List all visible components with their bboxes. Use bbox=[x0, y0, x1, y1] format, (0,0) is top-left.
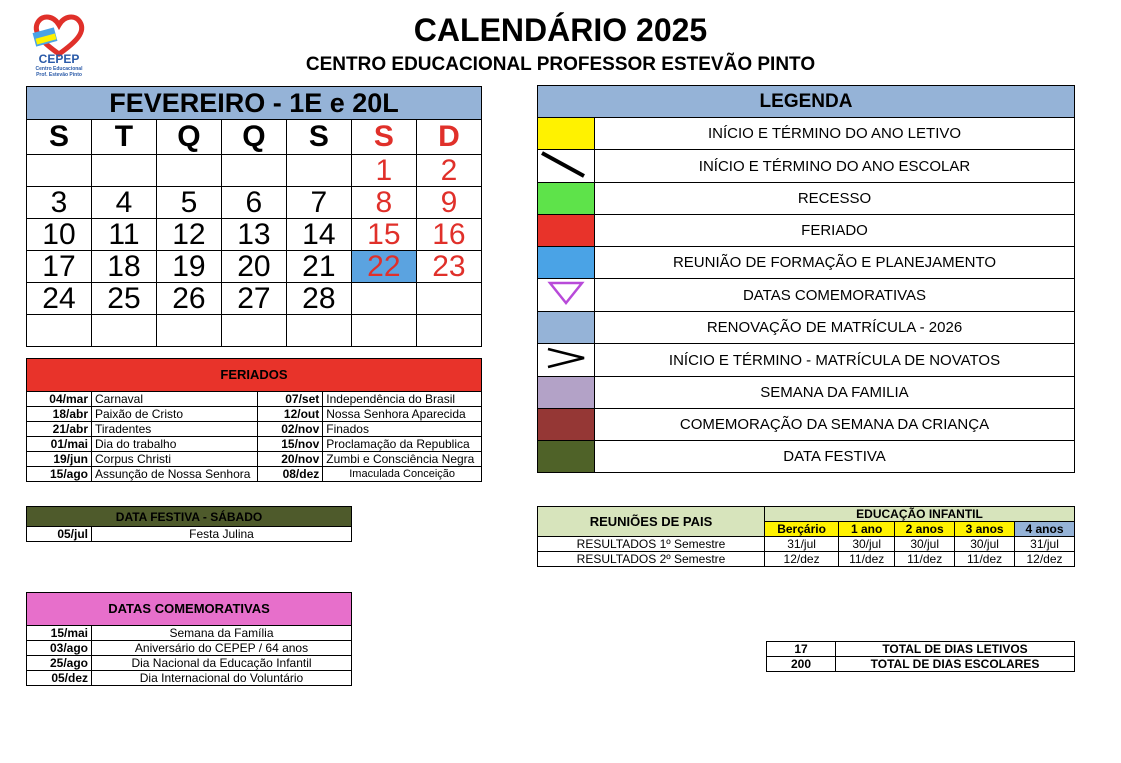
calendar-day-cell: 27 bbox=[221, 283, 286, 315]
legend-label: INÍCIO E TÉRMINO - MATRÍCULA DE NOVATOS bbox=[595, 344, 1075, 377]
total-row bbox=[767, 657, 1075, 672]
holidays-title: FERIADOS bbox=[27, 359, 482, 392]
logo-subtext-2: Prof. Estevão Pinto bbox=[36, 72, 82, 78]
commemorative-date-name: Dia Internacional do Voluntário bbox=[92, 671, 352, 686]
holiday-name: Nossa Senhora Aparecida bbox=[323, 407, 482, 422]
meeting-label: RESULTADOS 1º Semestre bbox=[538, 537, 765, 552]
calendar-day-cell bbox=[156, 315, 221, 347]
greater-than-icon bbox=[538, 344, 595, 377]
totals-table bbox=[766, 641, 1075, 672]
calendar-day-cell: 17 bbox=[27, 251, 92, 283]
commemorative-date: 03/ago bbox=[27, 641, 92, 656]
weekday-header: T bbox=[91, 120, 156, 155]
calendar-day-cell bbox=[416, 315, 481, 347]
calendar-day-cell: 21 bbox=[286, 251, 351, 283]
legend-row bbox=[538, 118, 1075, 150]
calendar-day-cell bbox=[416, 283, 481, 315]
holiday-name: Imaculada Conceição bbox=[323, 467, 482, 482]
page-title: CALENDÁRIO 2025 bbox=[413, 12, 708, 48]
calendar-week-row bbox=[27, 283, 482, 315]
diagonal-line-icon bbox=[538, 150, 595, 183]
holiday-date: 20/nov bbox=[258, 452, 323, 467]
festive-date-row bbox=[27, 527, 352, 542]
calendar-day-cell: 19 bbox=[156, 251, 221, 283]
calendar-day-cell: 23 bbox=[416, 251, 481, 283]
meeting-date: 11/dez bbox=[955, 552, 1015, 567]
legend-label: FERIADO bbox=[595, 215, 1075, 247]
light-blue-swatch bbox=[538, 312, 595, 344]
calendar-day-cell bbox=[221, 155, 286, 187]
meeting-date: 11/dez bbox=[839, 552, 895, 567]
calendar-day-cell bbox=[351, 315, 416, 347]
commemorative-date-name: Aniversário do CEPEP / 64 anos bbox=[92, 641, 352, 656]
holiday-date: 15/ago bbox=[27, 467, 92, 482]
logo-subtext-1: Centro Educacional bbox=[35, 66, 83, 72]
age-group-header: 1 ano bbox=[839, 522, 895, 537]
yellow-swatch bbox=[538, 118, 595, 150]
age-group-header: Berçário bbox=[765, 522, 839, 537]
calendar-day-cell: 11 bbox=[91, 219, 156, 251]
calendar-day-cell bbox=[156, 155, 221, 187]
meeting-label: RESULTADOS 2º Semestre bbox=[538, 552, 765, 567]
legend-row bbox=[538, 409, 1075, 441]
legend-row bbox=[538, 150, 1075, 183]
holiday-date: 12/out bbox=[258, 407, 323, 422]
calendar-day-cell: 15 bbox=[351, 219, 416, 251]
legend-row bbox=[538, 312, 1075, 344]
month-title: FEVEREIRO - 1E e 20L bbox=[27, 87, 482, 120]
calendar-day-cell: 16 bbox=[416, 219, 481, 251]
holiday-name: Carnaval bbox=[92, 392, 258, 407]
calendar-day-cell: 26 bbox=[156, 283, 221, 315]
lilac-swatch bbox=[538, 377, 595, 409]
legend-label: RECESSO bbox=[595, 183, 1075, 215]
weekday-header: S bbox=[351, 120, 416, 155]
calendar-day-cell bbox=[351, 283, 416, 315]
early-education-header: EDUCAÇÃO INFANTIL bbox=[765, 507, 1075, 522]
commemorative-dates-title: DATAS COMEMORATIVAS bbox=[27, 593, 352, 626]
legend-label: DATAS COMEMORATIVAS bbox=[595, 279, 1075, 312]
festive-date-title: DATA FESTIVA - SÁBADO bbox=[27, 507, 352, 527]
calendar-day-cell bbox=[286, 315, 351, 347]
holiday-name: Paixão de Cristo bbox=[92, 407, 258, 422]
legend-title: LEGENDA bbox=[538, 86, 1075, 118]
weekday-header: Q bbox=[156, 120, 221, 155]
legend-label: INÍCIO E TÉRMINO DO ANO LETIVO bbox=[595, 118, 1075, 150]
total-label: TOTAL DE DIAS ESCOLARES bbox=[836, 657, 1075, 672]
holiday-row bbox=[27, 422, 482, 437]
meeting-date: 30/jul bbox=[955, 537, 1015, 552]
festive-date: 05/jul bbox=[27, 527, 92, 542]
legend-label: DATA FESTIVA bbox=[595, 441, 1075, 473]
holiday-date: 04/mar bbox=[27, 392, 92, 407]
calendar-day-cell: 14 bbox=[286, 219, 351, 251]
commemorative-date: 15/mai bbox=[27, 626, 92, 641]
holiday-name: Zumbi e Consciência Negra bbox=[323, 452, 482, 467]
calendar-day-cell bbox=[27, 155, 92, 187]
weekday-header: S bbox=[27, 120, 92, 155]
legend-label: INÍCIO E TÉRMINO DO ANO ESCOLAR bbox=[595, 150, 1075, 183]
total-row bbox=[767, 642, 1075, 657]
holiday-date: 19/jun bbox=[27, 452, 92, 467]
holiday-row bbox=[27, 467, 482, 482]
calendar-day-cell: 22 bbox=[351, 251, 416, 283]
holiday-name: Independência do Brasil bbox=[323, 392, 482, 407]
total-label: TOTAL DE DIAS LETIVOS bbox=[836, 642, 1075, 657]
commemorative-date-row bbox=[27, 671, 352, 686]
calendar-day-cell bbox=[91, 155, 156, 187]
legend-row bbox=[538, 377, 1075, 409]
calendar-day-cell: 6 bbox=[221, 187, 286, 219]
holiday-row bbox=[27, 452, 482, 467]
holiday-name: Proclamação da Republica bbox=[323, 437, 482, 452]
holiday-row bbox=[27, 437, 482, 452]
calendar-day-cell bbox=[221, 315, 286, 347]
total-value: 200 bbox=[767, 657, 836, 672]
calendar-week-row bbox=[27, 315, 482, 347]
dark-green-swatch bbox=[538, 441, 595, 473]
commemorative-date-name: Dia Nacional da Educação Infantil bbox=[92, 656, 352, 671]
holiday-row bbox=[27, 407, 482, 422]
meeting-date: 31/jul bbox=[765, 537, 839, 552]
holiday-date: 08/dez bbox=[258, 467, 323, 482]
holiday-date: 07/set bbox=[258, 392, 323, 407]
weekday-header-row bbox=[27, 120, 482, 155]
legend-label: REUNIÃO DE FORMAÇÃO E PLANEJAMENTO bbox=[595, 247, 1075, 279]
calendar-day-cell: 18 bbox=[91, 251, 156, 283]
holiday-name: Assunção de Nossa Senhora bbox=[92, 467, 258, 482]
blue-swatch bbox=[538, 247, 595, 279]
meeting-date: 31/jul bbox=[1015, 537, 1075, 552]
legend-row bbox=[538, 344, 1075, 377]
commemorative-date-name: Semana da Família bbox=[92, 626, 352, 641]
calendar-week-row bbox=[27, 251, 482, 283]
month-calendar bbox=[26, 86, 482, 347]
page-subtitle: CENTRO EDUCACIONAL PROFESSOR ESTEVÃO PINTO bbox=[305, 54, 816, 75]
commemorative-date: 05/dez bbox=[27, 671, 92, 686]
legend-row bbox=[538, 247, 1075, 279]
holiday-name: Dia do trabalho bbox=[92, 437, 258, 452]
calendar-day-cell bbox=[27, 315, 92, 347]
holiday-date: 02/nov bbox=[258, 422, 323, 437]
legend-table bbox=[537, 85, 1075, 473]
weekday-header: D bbox=[416, 120, 481, 155]
calendar-day-cell: 10 bbox=[27, 219, 92, 251]
calendar-day-cell: 24 bbox=[27, 283, 92, 315]
meeting-date: 30/jul bbox=[839, 537, 895, 552]
calendar-week-row bbox=[27, 155, 482, 187]
holiday-date: 21/abr bbox=[27, 422, 92, 437]
holidays-table bbox=[26, 358, 482, 482]
meeting-date: 12/dez bbox=[765, 552, 839, 567]
parent-meetings-table bbox=[537, 506, 1075, 567]
green-swatch bbox=[538, 183, 595, 215]
commemorative-date-row bbox=[27, 656, 352, 671]
meeting-date: 11/dez bbox=[895, 552, 955, 567]
holiday-date: 18/abr bbox=[27, 407, 92, 422]
age-group-header: 4 anos bbox=[1015, 522, 1075, 537]
legend-row bbox=[538, 215, 1075, 247]
calendar-day-cell: 13 bbox=[221, 219, 286, 251]
red-swatch bbox=[538, 215, 595, 247]
meeting-date: 30/jul bbox=[895, 537, 955, 552]
calendar-day-cell: 8 bbox=[351, 187, 416, 219]
calendar-day-cell: 20 bbox=[221, 251, 286, 283]
commemorative-date-row bbox=[27, 641, 352, 656]
calendar-day-cell bbox=[91, 315, 156, 347]
holiday-row bbox=[27, 392, 482, 407]
weekday-header: S bbox=[286, 120, 351, 155]
meeting-row bbox=[538, 537, 1075, 552]
calendar-day-cell: 7 bbox=[286, 187, 351, 219]
calendar-day-cell: 5 bbox=[156, 187, 221, 219]
parent-meetings-title: REUNIÕES DE PAIS bbox=[538, 507, 765, 537]
meeting-date: 12/dez bbox=[1015, 552, 1075, 567]
calendar-day-cell: 12 bbox=[156, 219, 221, 251]
triangle-down-icon bbox=[538, 279, 595, 312]
holiday-date: 01/mai bbox=[27, 437, 92, 452]
total-value: 17 bbox=[767, 642, 836, 657]
calendar-day-cell bbox=[286, 155, 351, 187]
age-group-header: 3 anos bbox=[955, 522, 1015, 537]
commemorative-date-row bbox=[27, 626, 352, 641]
commemorative-date: 25/ago bbox=[27, 656, 92, 671]
legend-row bbox=[538, 441, 1075, 473]
legend-row bbox=[538, 183, 1075, 215]
holiday-name: Tiradentes bbox=[92, 422, 258, 437]
legend-label: RENOVAÇÃO DE MATRÍCULA - 2026 bbox=[595, 312, 1075, 344]
calendar-week-row bbox=[27, 187, 482, 219]
calendar-weeks bbox=[27, 155, 482, 347]
brown-swatch bbox=[538, 409, 595, 441]
calendar-day-cell: 1 bbox=[351, 155, 416, 187]
festive-date-name: Festa Julina bbox=[92, 527, 352, 542]
holiday-name: Corpus Christi bbox=[92, 452, 258, 467]
festive-date-table bbox=[26, 506, 352, 542]
holiday-name: Finados bbox=[323, 422, 482, 437]
legend-label: SEMANA DA FAMILIA bbox=[595, 377, 1075, 409]
logo-text: CEPEP bbox=[38, 52, 80, 66]
calendar-day-cell: 3 bbox=[27, 187, 92, 219]
calendar-week-row bbox=[27, 219, 482, 251]
calendar-day-cell: 2 bbox=[416, 155, 481, 187]
commemorative-dates-table bbox=[26, 592, 352, 686]
weekday-header: Q bbox=[221, 120, 286, 155]
calendar-day-cell: 9 bbox=[416, 187, 481, 219]
holiday-date: 15/nov bbox=[258, 437, 323, 452]
calendar-day-cell: 4 bbox=[91, 187, 156, 219]
calendar-day-cell: 28 bbox=[286, 283, 351, 315]
legend-row bbox=[538, 279, 1075, 312]
age-group-header: 2 anos bbox=[895, 522, 955, 537]
meeting-row bbox=[538, 552, 1075, 567]
legend-label: COMEMORAÇÃO DA SEMANA DA CRIANÇA bbox=[595, 409, 1075, 441]
calendar-day-cell: 25 bbox=[91, 283, 156, 315]
